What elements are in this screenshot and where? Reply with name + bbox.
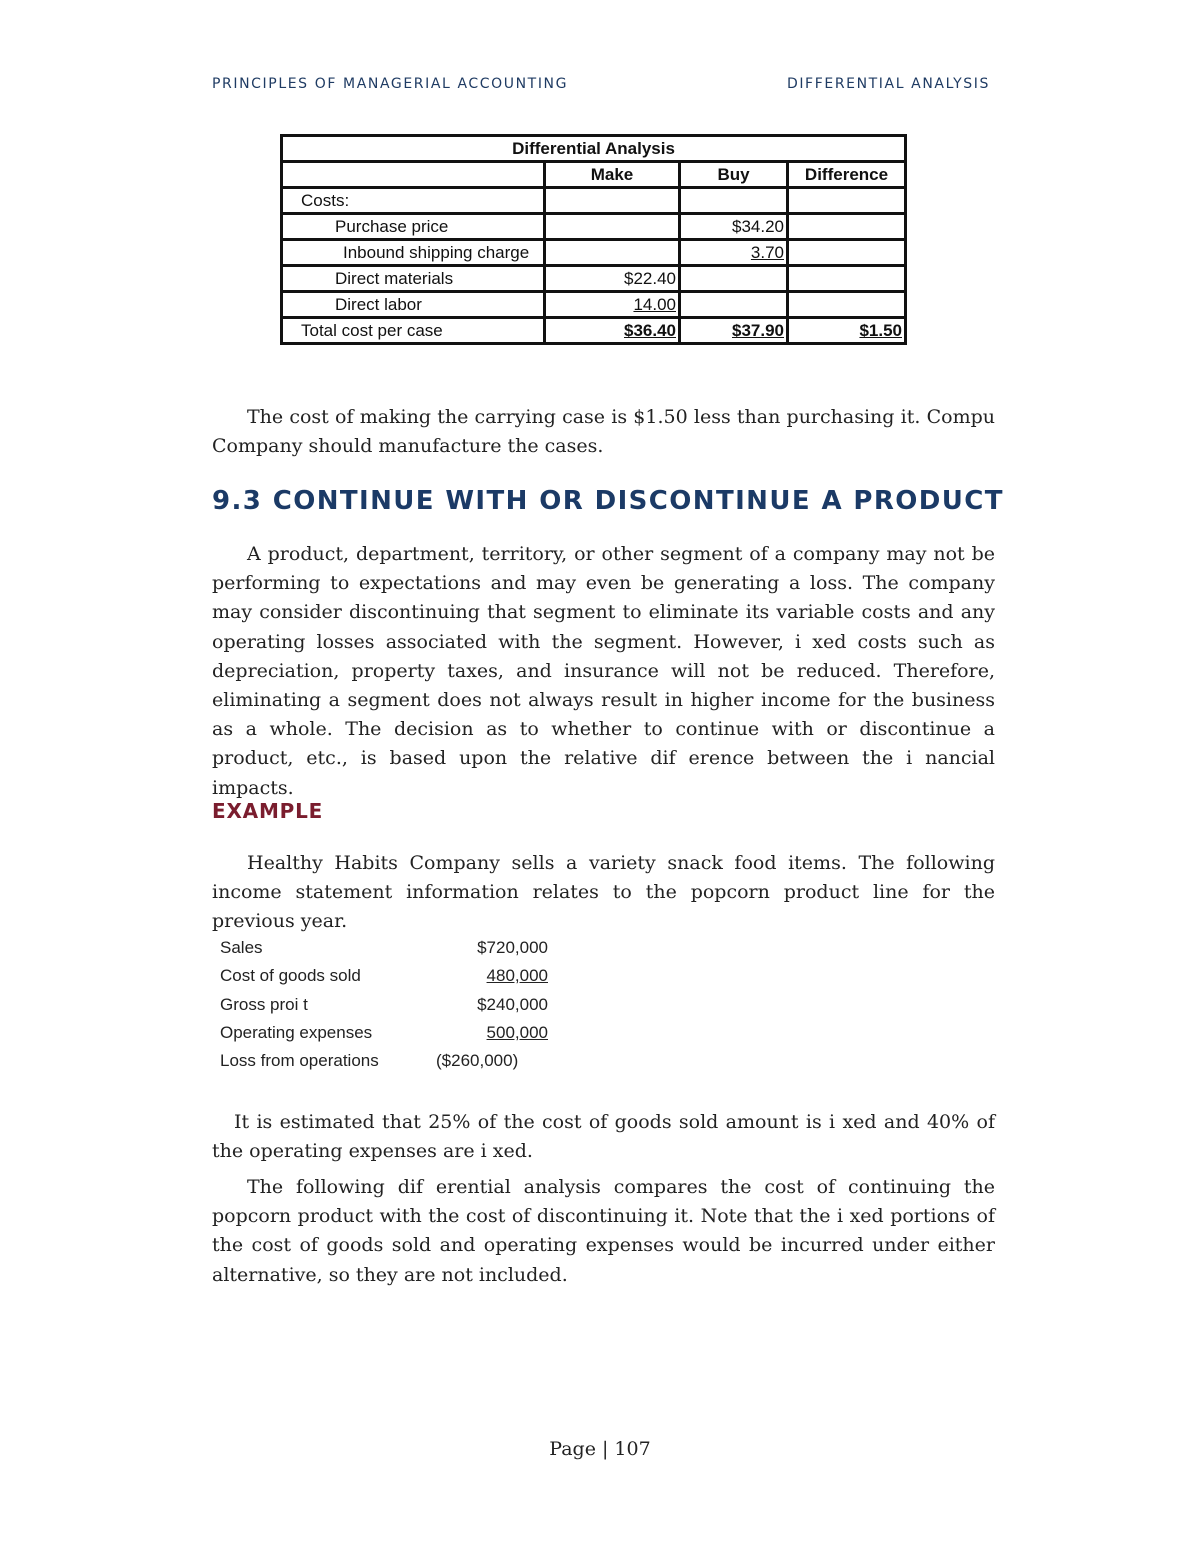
table-row	[216, 1047, 552, 1075]
example-heading: EXAMPLE	[212, 799, 324, 823]
table-row	[216, 991, 552, 1019]
table-title: Differential Analysis	[282, 136, 906, 162]
buy-cell	[680, 292, 788, 318]
column-header-make: Make	[545, 162, 680, 188]
difference-cell	[788, 266, 906, 292]
row-label: Direct materials	[282, 266, 545, 292]
table-row	[282, 240, 906, 266]
row-label: Costs:	[282, 188, 545, 214]
buy-cell: 3.70	[750, 243, 784, 262]
fixed-cost-paragraph: It is estimated that 25% of the cost of goods sold amount is i xed and 40% of the operating expenses are i xed.	[212, 1111, 995, 1163]
row-label: Total cost per case	[282, 318, 545, 344]
conclusion-paragraph: The cost of making the carrying case is $1.50 less than purchasing it. Compu Company should manufacture the cases.	[212, 406, 995, 458]
header-empty-cell	[282, 162, 545, 188]
make-cell: $22.40	[545, 266, 680, 292]
income-statement-table	[216, 934, 552, 1075]
example-intro-paragraph: Healthy Habits Company sells a variety snack food items. The following income statement information relates to the popcorn product line for the previous year.	[212, 852, 995, 933]
table-total-row	[282, 318, 906, 344]
income-label: Sales	[220, 938, 263, 958]
table-header-row	[282, 162, 906, 188]
difference-cell	[788, 214, 906, 240]
row-label: Purchase price	[282, 214, 545, 240]
difference-cell	[788, 292, 906, 318]
table-row	[282, 214, 906, 240]
table-row	[282, 266, 906, 292]
income-value: ($260,000)	[436, 1051, 519, 1071]
table-row	[282, 292, 906, 318]
income-value: 480,000	[486, 966, 548, 986]
table-row	[216, 934, 552, 962]
income-value: $240,000	[477, 994, 548, 1014]
buy-total: $37.90	[732, 321, 784, 340]
running-header	[212, 76, 990, 96]
income-label: Gross proi t	[220, 994, 308, 1014]
make-cell: 14.00	[633, 295, 676, 314]
page-number: Page | 107	[549, 1438, 651, 1460]
make-cell	[545, 240, 680, 266]
buy-cell: $34.20	[680, 214, 788, 240]
difference-total: $1.50	[859, 321, 902, 340]
table-title-row	[282, 136, 906, 162]
table-row	[216, 1019, 552, 1047]
make-cell	[545, 188, 680, 214]
buy-cell	[680, 266, 788, 292]
table-row	[216, 962, 552, 990]
section-paragraph: A product, department, territory, or other segment of a company may not be performing to expectations and may even be generating a loss. The company may consider discontinuing that segment to eliminate its variable costs and any operating losses associated with the segment. However, i xed costs such as depreciation, property taxes, and insurance will not be reduced. Therefore, eliminating a segment does not always result in higher income for the business as a whole. The decision as to whether to continue with or discontinue a product, etc., is based upon the relative dif erence between the i nancial impacts.	[212, 543, 995, 799]
row-label: Inbound shipping charge	[282, 240, 545, 266]
income-label: Loss from operations	[220, 1051, 379, 1071]
row-label: Direct labor	[282, 292, 545, 318]
income-value: 500,000	[486, 1023, 548, 1043]
header-chapter-title: DIFFERENTIAL ANALYSIS	[786, 76, 990, 92]
income-label: Operating expenses	[220, 1023, 373, 1043]
difference-cell	[788, 240, 906, 266]
column-header-difference: Difference	[788, 162, 906, 188]
column-header-buy: Buy	[680, 162, 788, 188]
following-analysis-paragraph: The following dif erential analysis compares the cost of continuing the popcorn product with the cost of discontinuing it. Note that the i xed portions of the cost of goods sold and operating expenses would be incurred under either alternative, so they are not included.	[212, 1176, 995, 1286]
header-book-title: PRINCIPLES OF MANAGERIAL ACCOUNTING	[212, 76, 569, 92]
income-value: $720,000	[477, 938, 548, 958]
differential-analysis-table	[280, 134, 907, 345]
make-cell	[545, 214, 680, 240]
buy-cell	[680, 188, 788, 214]
table-row	[282, 188, 906, 214]
section-heading: 9.3 CONTINUE WITH OR DISCONTINUE A PRODUCT	[212, 486, 1004, 516]
make-total: $36.40	[624, 321, 676, 340]
difference-cell	[788, 188, 906, 214]
income-label: Cost of goods sold	[220, 966, 361, 986]
